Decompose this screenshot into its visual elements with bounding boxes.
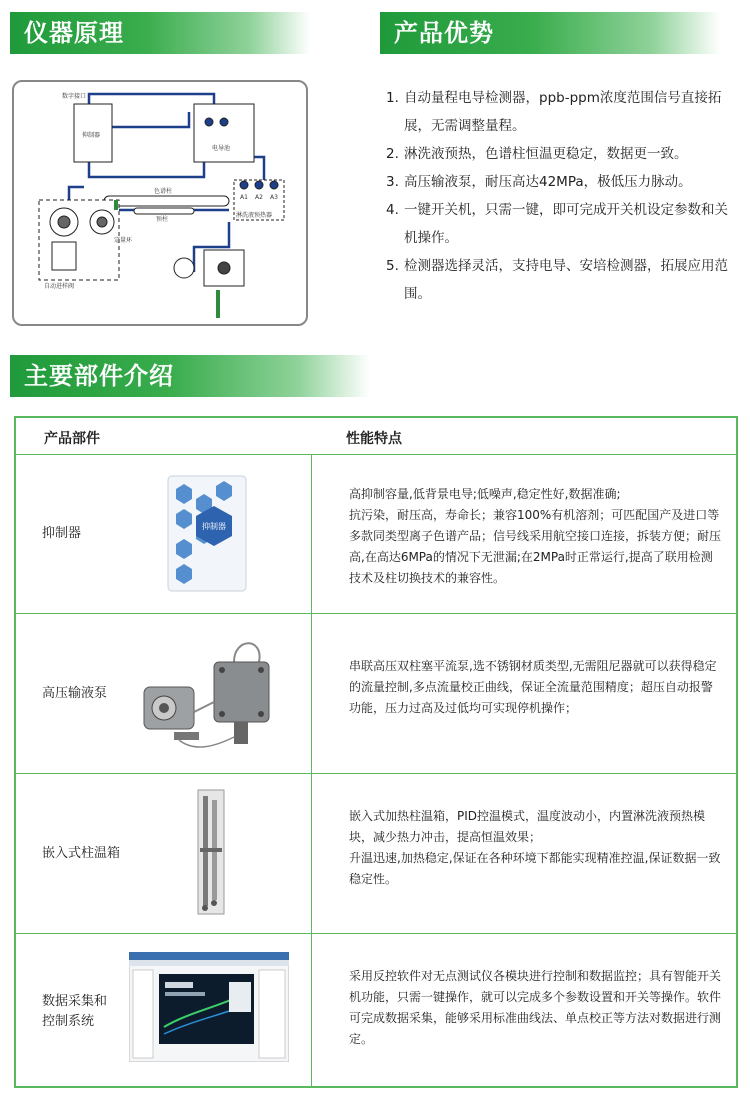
diagram-label-a1: A1 xyxy=(240,194,248,201)
diagram-label-digital: 数字接口 xyxy=(62,93,87,100)
suppressor-image-label: 抑制器 xyxy=(202,522,226,531)
column-oven-image xyxy=(194,788,228,922)
advantage-item: 3. 高压输液泵，耐压高达42MPa，极低压力脉动。 xyxy=(386,174,692,190)
pump-image xyxy=(134,632,284,761)
column-block xyxy=(104,196,229,206)
conductivity-cell-block xyxy=(194,104,254,162)
column-header-part: 产品部件 xyxy=(44,431,100,447)
suppressor-image xyxy=(166,474,251,598)
principle-banner xyxy=(10,12,310,54)
advantage-item: 2. 淋洗液预热，色谱柱恒温更稳定，数据更一致。 xyxy=(386,146,688,162)
diagram-label-cell: 电导池 xyxy=(212,145,231,152)
diagram-label-precolumn: 预柱 xyxy=(156,216,169,223)
pipe-suppressor-down xyxy=(89,162,144,177)
diagram-label-a2: A2 xyxy=(255,194,263,201)
part-name: 嵌入式柱温箱 xyxy=(42,846,121,861)
pump-check xyxy=(174,258,194,278)
advantages-list xyxy=(386,84,740,308)
advantage-item: 4. 一键开关机，只需一键，即可完成开关机设定参数和关机操作。 xyxy=(386,202,728,246)
advantage-item: 1. 自动量程电导检测器，ppb-ppm浓度范围信号直接拓展，无需调整量程。 xyxy=(386,90,722,134)
table-header xyxy=(16,418,736,455)
vial-block xyxy=(52,242,76,270)
diagram-label-preheat: 淋洗液预热器 xyxy=(236,212,273,219)
part-description: 串联高压双柱塞平流泵,选不锈钢材质类型,无需阻尼器就可以获得稳定的流量控制,多点流量校正曲线，保证全流量范围精度；超压自动报警功能，压力过高及过低均可实现停机操作； xyxy=(349,659,717,715)
pipe-suppressor-out xyxy=(112,112,189,127)
parts-banner xyxy=(10,355,370,397)
advantages-banner xyxy=(380,12,720,54)
diagram-label-suppressor: 抑制器 xyxy=(82,132,101,139)
part-name: 数据采集和 控制系统 xyxy=(42,994,108,1029)
part-description: 嵌入式加热柱温箱，PID控温模式，温度波动小，内置淋洗液预热模块，减少热力冲击，提高恒温效果； 升温迅速,加热稳定,保证在各种环境下都能实现精准控温,保证数据一致稳定性。 xyxy=(349,809,721,886)
diagram-label-autosampler: 自动进样阀 xyxy=(44,283,75,290)
part-name: 抑制器 xyxy=(42,526,82,541)
diagram-label-loop: 定量环 xyxy=(114,237,133,244)
advantages-title: 产品优势 xyxy=(394,19,494,47)
parts-title: 主要部件介绍 xyxy=(24,362,174,390)
parts-table xyxy=(14,416,738,1088)
table-row xyxy=(16,614,736,774)
part-description: 高抑制容量,低背景电导;低噪声,稳定性好,数据准确; 抗污染，耐压高，寿命长；兼容100%有机溶剂；可匹配国产及进口等多款同类型离子色谱产品；信号线采用航空接口连接，拆装方便；耐压高,在高达6MPa的情况下无泄漏;在2MPa时正常运行,提高了联用检测技术及柱切换技术的兼容性。 xyxy=(349,487,722,585)
table-row xyxy=(16,774,736,934)
column-header-feature: 性能特点 xyxy=(346,431,402,447)
principle-diagram xyxy=(12,80,308,326)
drain-tube xyxy=(216,290,220,318)
part-description: 采用反控软件对无点测试仪各模块进行控制和数据监控；具有智能开关机功能，只需一键操作，就可以完成多个参数设置和开关等操作。软件可完成数据采集，能够采用标准曲线法、单点校正等方法对数据进行测定。 xyxy=(349,969,722,1046)
precolumn-block xyxy=(134,208,194,214)
part-name: 高压输液泵 xyxy=(42,686,108,701)
principle-title: 仪器原理 xyxy=(24,19,124,47)
pipe-column-top xyxy=(144,162,204,177)
flow-diagram xyxy=(14,82,306,324)
software-screenshot xyxy=(129,952,289,1066)
table-row xyxy=(16,454,736,614)
table-row xyxy=(16,934,736,1088)
advantage-item: 5. 检测器选择灵活，支持电导、安培检测器，拓展应用范围。 xyxy=(386,258,728,302)
diagram-label-a3: A3 xyxy=(270,194,278,201)
diagram-label-column: 色谱柱 xyxy=(154,188,173,195)
